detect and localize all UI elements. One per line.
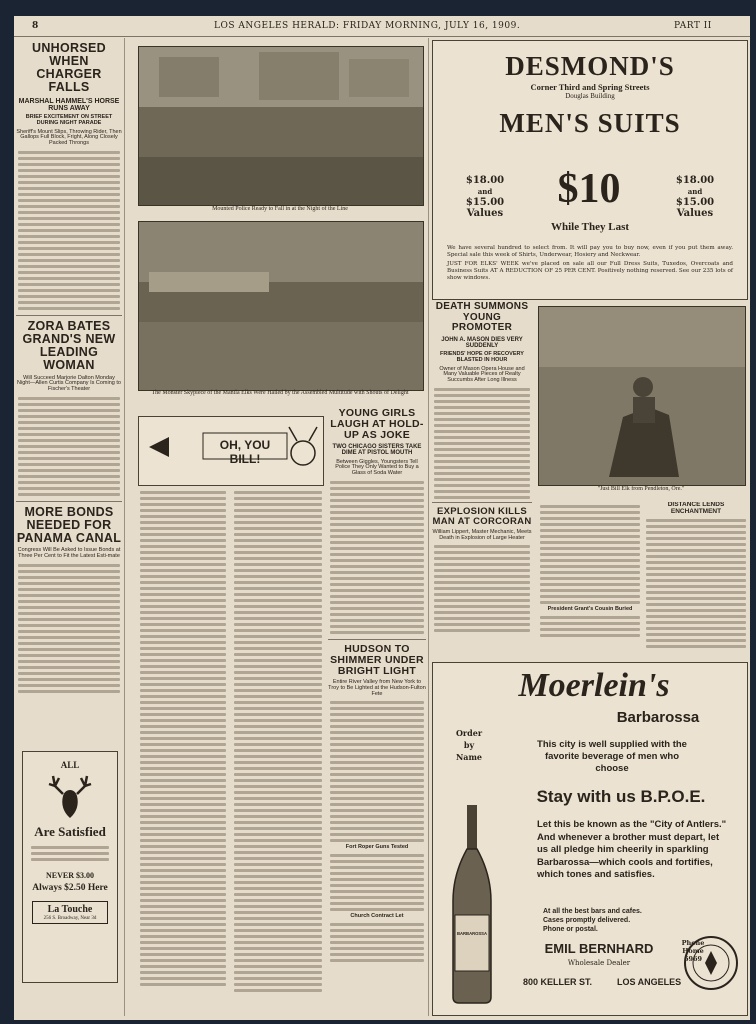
hat-ad-brand: La Touche: [47, 904, 93, 915]
article-body: [538, 616, 642, 637]
dealer-role: Wholesale Dealer: [567, 959, 631, 967]
deck: William Lippert, Master Mechanic, Meets Death in Explosion of Large Heater: [432, 528, 532, 541]
headline-distance: DISTANCE LENDS ENCHANTMENT: [667, 502, 725, 515]
column-3: [328, 408, 426, 1016]
desmonds-name: DESMOND'S: [505, 51, 675, 81]
beer-bottle-icon: [447, 805, 497, 1005]
newspaper-title: LOS ANGELES HERALD: FRIDAY MORNING, JULY 16, 1909.: [214, 21, 521, 31]
newspaper-page: [14, 16, 750, 1020]
headline-hudson: HUDSON TO SHIMMER UNDER BRIGHT LIGHT: [330, 642, 424, 677]
desmonds-building: Douglas Building: [565, 92, 615, 100]
parade-photo-1: [138, 46, 424, 206]
dealer-phone: Phone Home 6969: [681, 939, 705, 963]
deck: Will Succeed Marjorie Dalton Monday Night—Allen Curtis Company Is Coming to Fischer's Theater: [17, 374, 121, 393]
moerleins-brand: Moerlein's: [518, 667, 670, 704]
article-body: [432, 388, 532, 502]
hat-ad-always: Always $2.50 Here: [32, 883, 108, 893]
deck: Sheriff's Mount Slips, Throwing Rider, Then Gallops Full Block, Fright, Along Closely Packed Throngs: [16, 128, 122, 147]
dealer-name: EMIL BERNHARD: [544, 941, 654, 956]
column-2b-body: [232, 488, 324, 1016]
desmonds-right-values: $18.00 and $15.00 Values: [675, 175, 715, 219]
hat-ad: [22, 751, 118, 983]
dealer-address: 800 KELLER ST.: [523, 977, 593, 987]
photo-caption-2: The Monster Skypiece of the Manila Elks Were Hailed by the Assembled Multitude with Shouts of Delight: [151, 390, 409, 396]
parade-photo-2: [138, 221, 424, 391]
subhead: MARSHAL HAMMEL'S HORSE RUNS AWAY: [18, 97, 120, 112]
article-body: [16, 397, 122, 496]
moerleins-intro: This city is well supplied with the favorite beverage of men who choose: [537, 739, 687, 774]
desmonds-body: We have several hundred to select from. It will pay you to buy now, even if you put them away. Special sale this week of Shirts, Underwear, Hosiery and Neckwear.: [447, 245, 733, 258]
desmonds-ad: [432, 40, 748, 300]
cartoon-oh-you-bill: [138, 416, 324, 486]
deck: Entire River Valley from New York to Troy to Be Lighted at the Hudson-Fulton Fete: [328, 678, 426, 697]
bottle-label: BARBAROSSA: [456, 931, 487, 936]
headline-unhorsed: UNHORSED WHEN CHARGER FALLS: [32, 41, 106, 95]
hat-ad-brand-box: [32, 901, 108, 924]
article-body: [538, 505, 642, 604]
headline-zora: ZORA BATES GRAND'S NEW LEADING WOMAN: [22, 319, 116, 373]
hat-ad-all: ALL: [60, 760, 80, 770]
subhead: BRIEF EXCITEMENT ON STREET DURING NIGHT PARADE: [25, 114, 113, 126]
hat-ad-fineprint: [29, 846, 111, 861]
moerleins-product: Barbarossa: [616, 709, 700, 726]
column-4: [432, 302, 532, 502]
brewery-seal-icon: [683, 933, 739, 993]
article-body: [328, 854, 426, 911]
desmonds-location: Corner Third and Spring Streets: [530, 82, 650, 92]
moerleins-body: Let this be known as the "City of Antlers." And whenever a brother must depart, let us all pledge him cheerily in sparkling Barbarossa—which cools and fortifies, which tones and satisfies.: [537, 819, 727, 880]
part-label: PART II: [674, 21, 712, 31]
article-body: [432, 545, 532, 632]
cartoon-caption: OH, YOU BILL!: [219, 438, 271, 466]
column-rule: [124, 38, 125, 1016]
desmonds-left-values: $18.00 and $15.00 Values: [465, 175, 505, 219]
subhead-grant-cousin: President Grant's Cousin Buried: [547, 606, 633, 612]
photo-caption-3: "Just Bill Elk from Pendleton, Ore.": [597, 486, 685, 492]
column-4c: [538, 502, 642, 662]
article-body: [328, 923, 426, 962]
deck: Between Giggles, Youngsters Tell Police They Only Wanted to Buy a Glass of Soda Water: [335, 458, 419, 477]
subhead-church-contract: Church Contract Let: [350, 913, 404, 920]
desmonds-price: $10: [557, 166, 621, 212]
desmonds-elks-offer: JUST FOR ELKS' WEEK we've placed on sale all our Full Dress Suits, Tuxedos, Overcoats and Business Suits AT A REDUCTION OF 25 PER CENT. Positively nothing reserved. See our 235 lots of show windows.: [447, 261, 733, 281]
column-rule: [428, 38, 429, 1016]
article-body: [16, 564, 122, 693]
masthead: [14, 16, 750, 37]
headline-young-girls: YOUNG GIRLS LAUGH AT HOLD-UP AS JOKE: [330, 408, 424, 442]
desmonds-tagline: While They Last: [550, 221, 630, 233]
moerleins-stay: Stay with us B.P.O.E.: [536, 787, 706, 806]
elk-head-icon: [45, 772, 95, 820]
article-body: [328, 701, 426, 842]
moerleins-bars: At all the best bars and cafes. Cases promptly delivered. Phone or postal.: [543, 908, 642, 933]
deck: Owner of Mason Opera House and Many Valuable Pieces of Realty Succumbs After Long Illness: [439, 365, 525, 384]
headline-bonds: MORE BONDS NEEDED FOR PANAMA CANAL: [16, 504, 122, 546]
article-body: [16, 151, 122, 310]
moerleins-ad: [432, 662, 748, 1016]
hat-ad-address: 256 S. Broadway, Near 3d: [43, 916, 97, 921]
subhead: FRIENDS' HOPE OF RECOVERY BLASTED IN HOUR: [440, 351, 524, 363]
order-by-name: Order by Name: [455, 728, 483, 762]
column-5: [644, 502, 748, 662]
page-number: 8: [32, 21, 39, 31]
hat-ad-satisfied: Are Satisfied: [34, 824, 106, 839]
article-body: [328, 481, 426, 634]
article-body: [644, 519, 748, 648]
subhead: JOHN A. MASON DIES VERY SUDDENLY: [441, 336, 523, 349]
column-2-body: [138, 488, 228, 1016]
dealer-city: LOS ANGELES: [617, 977, 682, 987]
column-4b: [432, 502, 532, 662]
subhead: TWO CHICAGO SISTERS TAKE DIME AT PISTOL MOUTH: [332, 444, 422, 457]
deck: Congress Will Be Asked to Issue Bonds at Three Per Cent to Fit the Latest Esti-mate: [17, 547, 121, 559]
photo-caption-1: Mounted Police Ready to Fall in at the Night of the Line: [212, 206, 348, 212]
desmonds-title: MEN'S SUITS: [499, 108, 681, 138]
headline-explosion: EXPLOSION KILLS MAN AT CORCORAN: [432, 506, 532, 527]
subhead-fort-roper: Fort Roper Guns Tested: [345, 844, 409, 851]
headline-death-summons: DEATH SUMMONS YOUNG PROMOTER: [435, 302, 529, 333]
hat-ad-never: NEVER $3.00: [45, 871, 94, 880]
bill-elk-photo: [538, 306, 746, 486]
